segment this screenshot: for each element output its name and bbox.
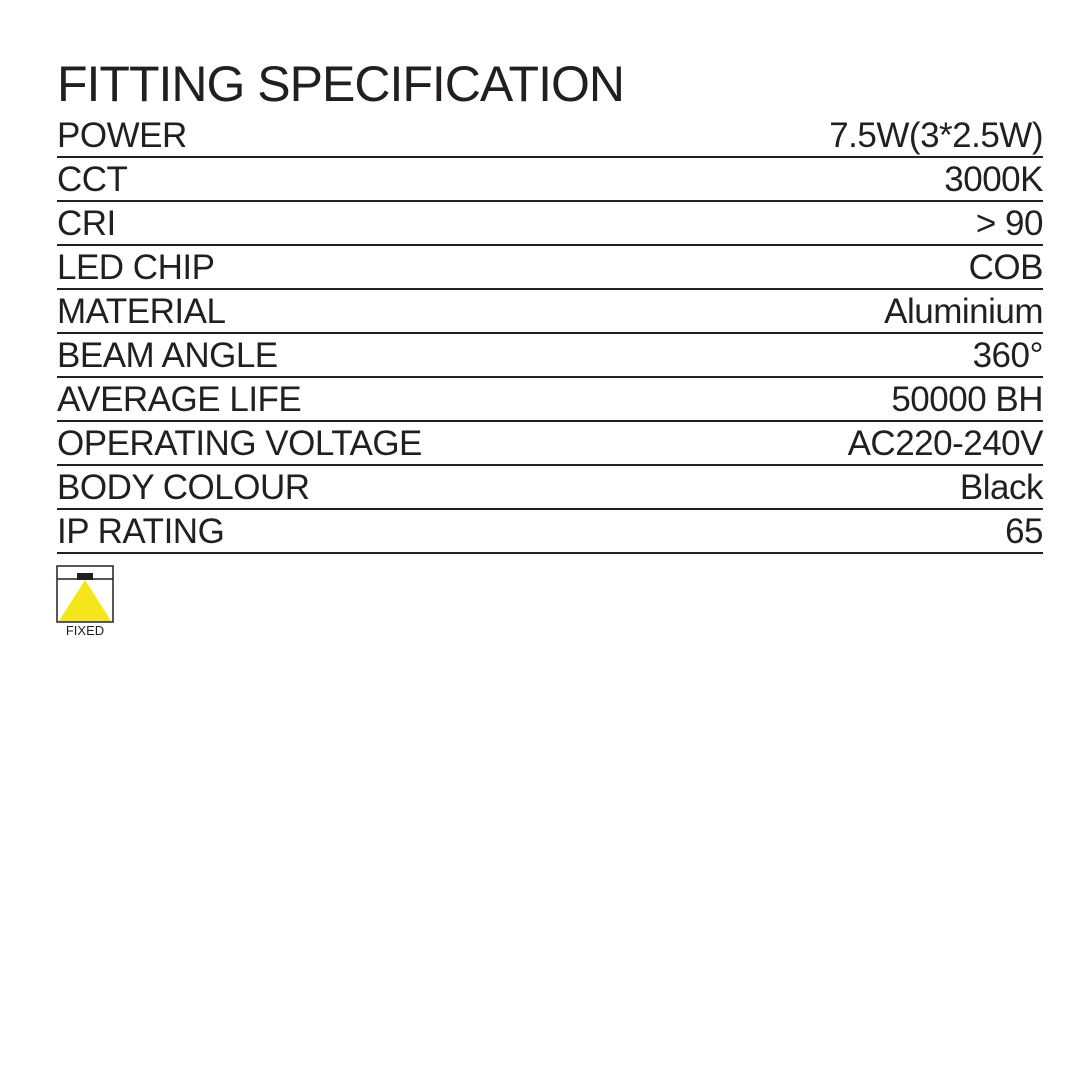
fixed-light-icon	[56, 565, 114, 623]
spec-value: COB	[968, 248, 1043, 287]
spec-label: LED CHIP	[57, 248, 215, 287]
spec-label: CCT	[57, 160, 128, 199]
spec-row-body-colour	[57, 466, 1043, 510]
spec-table	[57, 114, 1043, 554]
spec-value: Aluminium	[884, 292, 1043, 331]
page-title: FITTING SPECIFICATION	[57, 56, 624, 112]
spec-row-beam-angle	[57, 334, 1043, 378]
spec-value: 7.5W(3*2.5W)	[829, 116, 1043, 155]
spec-row-led-chip	[57, 246, 1043, 290]
light-fixture	[77, 573, 93, 580]
spec-label: MATERIAL	[57, 292, 226, 331]
spec-label: CRI	[57, 204, 116, 243]
spec-row-cct	[57, 158, 1043, 202]
spec-value: AC220-240V	[847, 424, 1043, 463]
spec-row-material	[57, 290, 1043, 334]
spec-value: Black	[959, 468, 1043, 507]
spec-row-average-life	[57, 378, 1043, 422]
spec-value: 3000K	[944, 160, 1043, 199]
spec-value: > 90	[975, 204, 1043, 243]
spec-row-operating-voltage	[57, 422, 1043, 466]
spec-label: BODY COLOUR	[57, 468, 310, 507]
spec-row-power	[57, 114, 1043, 158]
spec-row-cri	[57, 202, 1043, 246]
spec-label: AVERAGE LIFE	[57, 380, 302, 419]
spec-value: 65	[1005, 512, 1043, 551]
spec-label: BEAM ANGLE	[57, 336, 278, 375]
spec-label: OPERATING VOLTAGE	[57, 424, 422, 463]
spec-label: IP RATING	[57, 512, 225, 551]
spec-row-ip-rating	[57, 510, 1043, 554]
spec-value: 360°	[972, 336, 1043, 375]
mounting-type	[56, 565, 114, 639]
spec-value: 50000 BH	[891, 380, 1043, 419]
spec-label: POWER	[57, 116, 187, 155]
mounting-label: FIXED	[65, 623, 105, 638]
